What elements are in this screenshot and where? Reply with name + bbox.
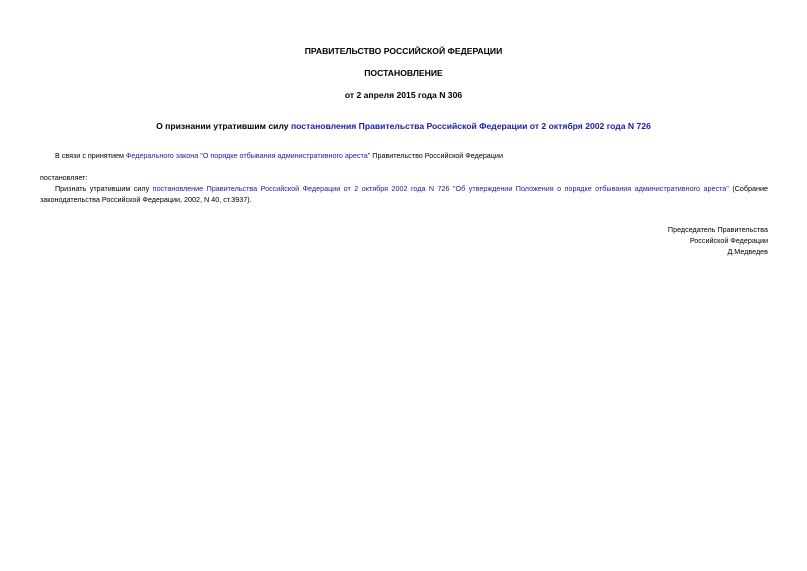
decision-suffix: (Собрание законодательства Российской Федерации, 2002, N 40, ст.3937).: [40, 184, 769, 204]
document-type-heading: ПОСТАНОВЛЕНИЕ: [364, 68, 443, 78]
paragraph-preamble: [55, 150, 503, 161]
decision-prefix: Признать утратившим силу: [55, 184, 153, 193]
paragraph-decision: [40, 183, 768, 205]
federal-law-link[interactable]: Федерального закона "О порядке отбывания административного ареста": [125, 151, 371, 160]
resolution-726-link[interactable]: постановление Правительства Российской Федерации от 2 октября 2002 года N 726 "Об утверждении Положения о порядке отбывания административного ареста": [152, 184, 729, 193]
signature-block: [668, 224, 768, 257]
title-link[interactable]: постановления Правительства Российской Федерации от 2 октября 2002 года N 726: [290, 121, 651, 131]
government-heading: ПРАВИТЕЛЬСТВО РОССИЙСКОЙ ФЕДЕРАЦИИ: [304, 46, 503, 56]
signature-position: Председатель Правительства: [667, 225, 768, 234]
signature-organization: Российской Федерации: [689, 236, 768, 245]
signature-name: Д.Медведев: [727, 247, 768, 256]
preamble-prefix: В связи с принятием: [55, 151, 126, 160]
title-prefix: О признании утратившим силу: [156, 121, 291, 131]
preamble-suffix: Правительство Российской Федерации: [370, 151, 503, 160]
date-number-heading: от 2 апреля 2015 года N 306: [344, 90, 463, 100]
document-title: [0, 121, 807, 131]
paragraph-decrees: постановляет:: [40, 173, 88, 182]
